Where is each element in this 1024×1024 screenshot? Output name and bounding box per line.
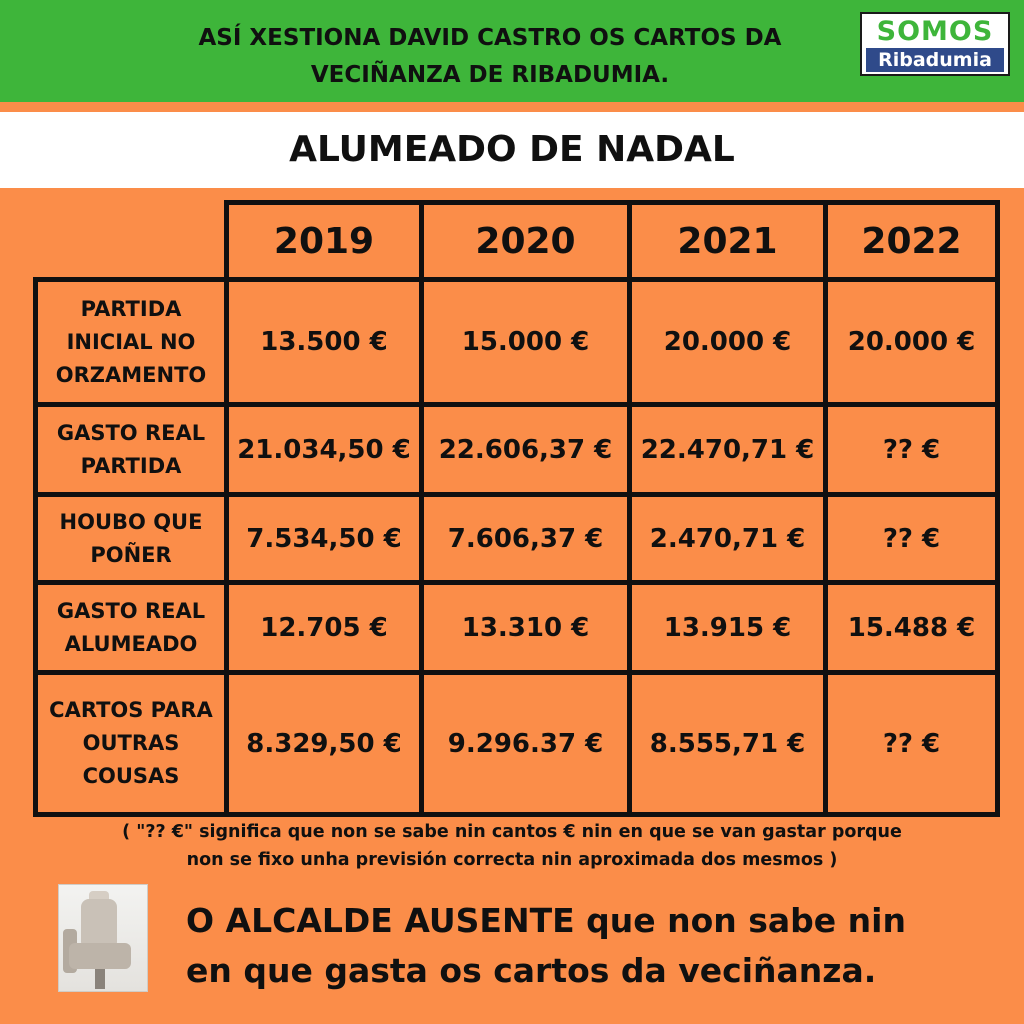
- somos-ribadumia-logo: [860, 12, 1010, 76]
- table-row-border: [33, 812, 1000, 817]
- value-cell: 13.500 €: [260, 327, 388, 357]
- chair-photo: [58, 884, 148, 992]
- value-cell: 20.000 €: [847, 327, 976, 357]
- value-cell: 9.296.37 €: [447, 728, 604, 759]
- year-header-cell: 2019: [273, 220, 375, 262]
- value-cell: 12.705 €: [260, 612, 388, 643]
- header-banner: [0, 0, 1024, 102]
- row-label-cell: CARTOS PARA OUTRAS COUSAS: [49, 698, 213, 788]
- table-col-border: [995, 200, 1000, 817]
- chair-base: [95, 969, 105, 989]
- footer-line1: O ALCALDE AUSENTE que non sabe nin: [186, 901, 906, 940]
- value-cell: ?? €: [882, 728, 941, 759]
- value-cell: 8.555,71 €: [649, 728, 806, 759]
- value-cell: 13.915 €: [663, 612, 792, 643]
- row-label-cell: HOUBO QUE POÑER: [59, 509, 203, 567]
- header-title-line1: ASÍ XESTIONA DAVID CASTRO OS CARTOS DA: [198, 25, 782, 51]
- value-cell: 2.470,71 €: [649, 523, 806, 554]
- page-subtitle: ALUMEADO DE NADAL: [289, 129, 735, 170]
- value-cell: 13.310 €: [461, 612, 590, 643]
- header-title-line2: VECIÑANZA DE RIBADUMIA.: [310, 62, 670, 88]
- value-cell: 15.488 €: [847, 612, 976, 643]
- value-cell: 22.606,37 €: [438, 434, 613, 465]
- value-cell: 21.034,50 €: [237, 434, 411, 465]
- value-cell: ?? €: [882, 434, 941, 465]
- logo-top-text: SOMOS: [876, 16, 994, 47]
- year-header-cell: 2021: [677, 220, 778, 262]
- row-label-cell: GASTO REAL PARTIDA: [56, 420, 206, 478]
- value-cell: 8.329,50 €: [246, 728, 402, 759]
- year-header-cell: 2020: [475, 220, 576, 262]
- value-cell: ?? €: [882, 523, 941, 554]
- chair-seat: [69, 943, 131, 969]
- value-cell: 15.000 €: [461, 327, 590, 357]
- logo-bottom-text: Ribadumia: [866, 48, 1004, 72]
- row-label-cell: PARTIDA INICIAL NO ORZAMENTO: [55, 296, 207, 387]
- footnote-line1: ( "?? €" significa que non se sabe nin cantos € nin en que se van gastar porque: [122, 822, 902, 842]
- subtitle-band: [0, 112, 1024, 188]
- value-cell: 20.000 €: [663, 327, 792, 357]
- header-title: [120, 20, 860, 94]
- year-header-cell: 2022: [861, 220, 962, 262]
- row-label-cell: GASTO REAL ALUMEADO: [56, 598, 206, 656]
- value-cell: 22.470,71 €: [640, 434, 815, 465]
- chair-backrest: [81, 899, 117, 945]
- value-cell: 7.606,37 €: [447, 523, 604, 554]
- footer-message: [160, 896, 1000, 996]
- footnote-line2: non se fixo unha previsión correcta nin aproximada dos mesmos ): [186, 850, 838, 870]
- footnote: [20, 818, 1004, 874]
- value-cell: 7.534,50 €: [246, 523, 402, 554]
- footer-line2: en que gasta os cartos da veciñanza.: [186, 951, 877, 990]
